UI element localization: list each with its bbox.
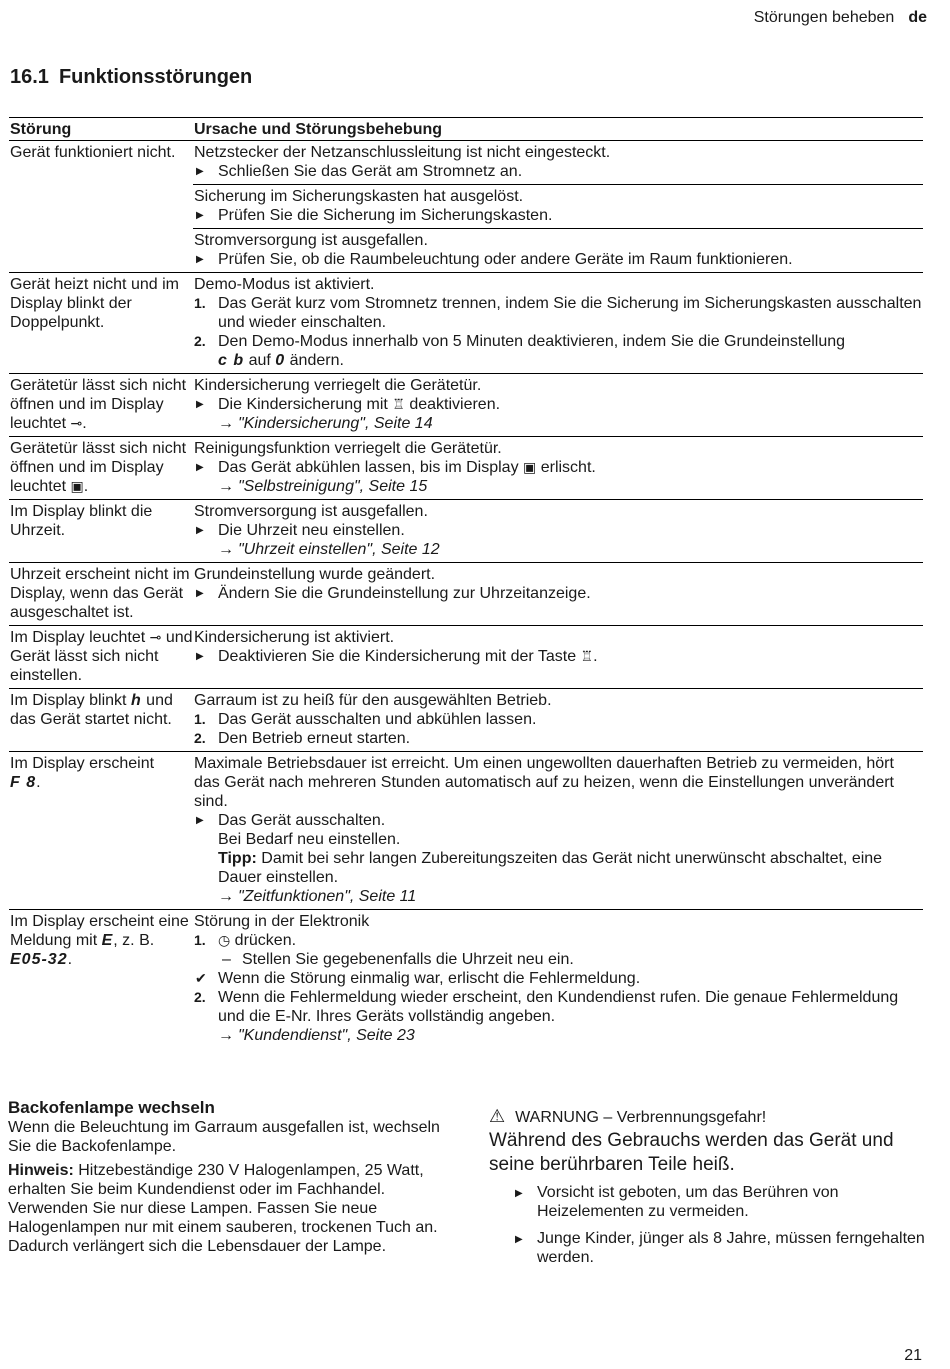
- warning-triangle-icon: ⚠: [489, 1106, 506, 1126]
- sub-step: – Stellen Sie gegebenenfalls die Uhrzeit neu ein.: [222, 951, 574, 968]
- arrow-bullet-icon: ▶: [196, 815, 204, 826]
- col-fault-header: Störung: [9, 118, 193, 141]
- action-step: ▶ Das Gerät ausschalten.: [196, 812, 386, 829]
- arrow-right-icon: →: [218, 541, 234, 558]
- cross-reference: → "Uhrzeit einstellen", Seite 12: [218, 541, 440, 558]
- fault-cell: Im Display leuchtet ⊸ und Gerät lässt sich nicht einstellen.: [9, 626, 193, 689]
- cause-cell: [193, 500, 923, 563]
- warning-box: [489, 1107, 929, 1275]
- arrow-bullet-icon: ▶: [515, 1234, 523, 1245]
- self-clean-lock-icon: ▣: [70, 478, 84, 494]
- page-number: 21: [904, 1347, 922, 1364]
- cause-text: Stromversorgung ist ausgefallen.: [194, 503, 428, 520]
- warning-header: ⚠ WARNUNG – Verbrennungsgefahr!: [489, 1106, 767, 1126]
- cause-cell: [193, 229, 923, 273]
- table-row: [9, 374, 923, 437]
- arrow-bullet-icon: ▶: [196, 525, 204, 536]
- lamp-hint: Hinweis: Hitzebeständige 230 V Halogenlampen, 25 Watt, erhalten Sie beim Kundendienst oder im Fachhandel. Verwenden Sie nur diese Lampen. Fassen Sie neue Halogenlampen nur mit einem sauberen, trockenen Tuch an. Dadurch verlängert sich die Lebensdauer der Lampe.: [8, 1162, 438, 1255]
- numbered-step: 1. Das Gerät ausschalten und abkühlen lassen.: [194, 711, 537, 728]
- fault-table: [9, 117, 923, 1048]
- display-code: F 8: [10, 774, 37, 791]
- arrow-bullet-icon: ▶: [196, 254, 204, 265]
- fault-cell: Im Display erscheint F 8.: [9, 752, 193, 910]
- fault-cell: Im Display blinkt h und das Gerät startet nicht.: [9, 689, 193, 752]
- arrow-right-icon: →: [218, 1027, 234, 1044]
- col-cause-header: Ursache und Störungsbehebung: [193, 118, 923, 141]
- cause-text: Kindersicherung ist aktiviert.: [194, 629, 395, 646]
- action-step: ▶ Schließen Sie das Gerät am Stromnetz an.: [196, 163, 523, 180]
- key-icon: ⊸: [70, 415, 83, 431]
- cross-reference: → "Zeitfunktionen", Seite 11: [218, 888, 417, 905]
- table-row: [9, 437, 923, 500]
- arrow-bullet-icon: ▶: [196, 399, 204, 410]
- table-row: [9, 752, 923, 910]
- cause-text: Grundeinstellung wurde geändert.: [194, 566, 436, 583]
- arrow-bullet-icon: ▶: [196, 166, 204, 177]
- page-header: [754, 9, 927, 27]
- numbered-step: 2. Den Demo-Modus innerhalb von 5 Minuten deaktivieren, indem Sie die Grundeinstellung c b auf 0 ändern.: [194, 333, 846, 369]
- warning-bullet: ▶ Junge Kinder, jünger als 8 Jahre, müssen ferngehalten werden.: [515, 1230, 925, 1266]
- cross-reference: → "Selbstreinigung", Seite 15: [218, 478, 428, 495]
- action-step: ▶ Die Kindersicherung mit ♖ deaktivieren.: [196, 396, 501, 413]
- clock-icon: ◷: [218, 932, 231, 948]
- cause-text: Demo-Modus ist aktiviert.: [194, 276, 375, 293]
- action-step: ▶ Das Gerät abkühlen lassen, bis im Display ▣ erlischt.: [196, 459, 596, 476]
- cause-cell: [193, 141, 923, 185]
- display-code: h: [130, 692, 142, 709]
- action-step: ▶ Ändern Sie die Grundeinstellung zur Uhrzeitanzeige.: [196, 585, 591, 602]
- arrow-bullet-icon: ▶: [196, 588, 204, 599]
- section-title: Störungen beheben: [753, 9, 895, 26]
- table-row: [9, 563, 923, 626]
- numbered-step: 1. Das Gerät kurz vom Stromnetz trennen, indem Sie die Sicherung im Sicherungskasten ausschalten und wieder einschalten.: [194, 295, 922, 331]
- arrow-bullet-icon: ▶: [515, 1188, 523, 1199]
- cause-cell: [193, 185, 923, 229]
- action-step: ▶ Deaktivieren Sie die Kindersicherung mit der Taste ♖.: [196, 648, 598, 665]
- cross-reference: → "Kundendienst", Seite 23: [218, 1027, 415, 1044]
- arrow-bullet-icon: ▶: [196, 651, 204, 662]
- step-detail: Bei Bedarf neu einstellen.: [218, 831, 401, 848]
- tip: Tipp: Damit bei sehr langen Zubereitungszeiten das Gerät nicht unerwünscht abschaltet, eine Dauer einstellen.: [218, 850, 883, 886]
- child-lock-icon: ♖: [580, 648, 594, 664]
- lamp-intro: Wenn die Beleuchtung im Garraum ausgefallen ist, wechseln Sie die Backofenlampe.: [8, 1119, 440, 1155]
- arrow-right-icon: →: [218, 888, 234, 905]
- display-code: 0: [275, 352, 286, 369]
- display-code: c b: [218, 352, 245, 369]
- cause-text: Sicherung im Sicherungskasten hat ausgelöst.: [194, 188, 524, 205]
- action-step: ▶ Prüfen Sie, ob die Raumbeleuchtung oder andere Geräte im Raum funktionieren.: [196, 251, 793, 268]
- cause-text: Garraum ist zu heiß für den ausgewählten Betrieb.: [194, 692, 552, 709]
- cause-text: Stromversorgung ist ausgefallen.: [194, 232, 428, 249]
- cause-cell: [193, 910, 923, 1049]
- arrow-bullet-icon: ▶: [196, 462, 204, 473]
- numbered-step: 2. Den Betrieb erneut starten.: [194, 730, 411, 747]
- fault-cell: Gerät funktioniert nicht.: [9, 141, 193, 273]
- numbered-step: 1. ◷ drücken.: [194, 932, 297, 949]
- action-step: ▶ Die Uhrzeit neu einstellen.: [196, 522, 405, 539]
- cause-cell: [193, 437, 923, 500]
- section-number: 16.1: [10, 66, 49, 88]
- cross-reference: → "Kindersicherung", Seite 14: [218, 415, 433, 432]
- cause-text: Netzstecker der Netzanschlussleitung ist nicht eingesteckt.: [194, 144, 611, 161]
- fault-cell: Im Display erscheint eine Meldung mit E, z. B. E05-32.: [9, 910, 193, 1049]
- arrow-right-icon: →: [218, 478, 234, 495]
- cause-text: Störung in der Elektronik: [194, 913, 370, 930]
- display-code: E05-32: [10, 951, 68, 968]
- fault-cell: Im Display blinkt die Uhrzeit.: [9, 500, 193, 563]
- arrow-right-icon: →: [218, 415, 234, 432]
- cause-cell: [193, 626, 923, 689]
- table-row: [9, 910, 923, 1049]
- fault-cell: Gerät heizt nicht und im Display blinkt der Doppelpunkt.: [9, 273, 193, 374]
- warning-text: Während des Gebrauchs werden das Gerät und seine berührbaren Teile heiß.: [489, 1130, 894, 1175]
- page-title: [10, 66, 252, 89]
- child-lock-icon: ♖: [392, 396, 405, 412]
- cause-cell: [193, 374, 923, 437]
- table-row: [9, 273, 923, 374]
- table-header: [9, 118, 923, 141]
- fault-cell: Uhrzeit erscheint nicht im Display, wenn das Gerät ausgeschaltet ist.: [9, 563, 193, 626]
- self-clean-lock-icon: ▣: [523, 459, 537, 475]
- section-heading: Funktionsstörungen: [58, 66, 253, 88]
- table-row: [9, 689, 923, 752]
- table-row: [9, 500, 923, 563]
- cause-cell: [193, 563, 923, 626]
- display-code: E: [101, 932, 114, 949]
- table-row: [9, 626, 923, 689]
- arrow-bullet-icon: ▶: [196, 210, 204, 221]
- language-code: de: [908, 9, 927, 26]
- lamp-heading: Backofenlampe wechseln: [8, 1098, 215, 1117]
- numbered-step: 2. Wenn die Fehlermeldung wieder erscheint, den Kundendienst rufen. Die genaue Fehlermeldung und die E-Nr. Ihres Geräts vollständig angeben.: [194, 989, 899, 1025]
- key-icon: ⊸: [149, 629, 162, 645]
- fault-cell: Gerätetür lässt sich nicht öffnen und im Display leuchtet ▣.: [9, 437, 193, 500]
- fault-cell: Gerätetür lässt sich nicht öffnen und im Display leuchtet ⊸.: [9, 374, 193, 437]
- cause-cell: [193, 273, 923, 374]
- table-row: [9, 141, 923, 185]
- cause-cell: [193, 752, 923, 910]
- action-step: ▶ Prüfen Sie die Sicherung im Sicherungskasten.: [196, 207, 553, 224]
- cause-cell: [193, 689, 923, 752]
- warning-bullet: ▶ Vorsicht ist geboten, um das Berühren von Heizelementen zu vermeiden.: [515, 1184, 839, 1220]
- lamp-section: [8, 1098, 448, 1261]
- cause-text: Maximale Betriebsdauer ist erreicht. Um einen ungewollten dauerhaften Betrieb zu vermeiden, hört das Gerät nach mehreren Stunden automatisch auf zu heizen, wenn die Einstellungen unverändert sind.: [194, 755, 894, 810]
- cause-text: Reinigungsfunktion verriegelt die Gerätetür.: [194, 440, 502, 457]
- cause-text: Kindersicherung verriegelt die Gerätetür.: [194, 377, 482, 394]
- result-note: ✔ Wenn die Störung einmalig war, erlischt die Fehlermeldung.: [195, 970, 641, 987]
- checkmark-icon: ✔: [195, 970, 207, 986]
